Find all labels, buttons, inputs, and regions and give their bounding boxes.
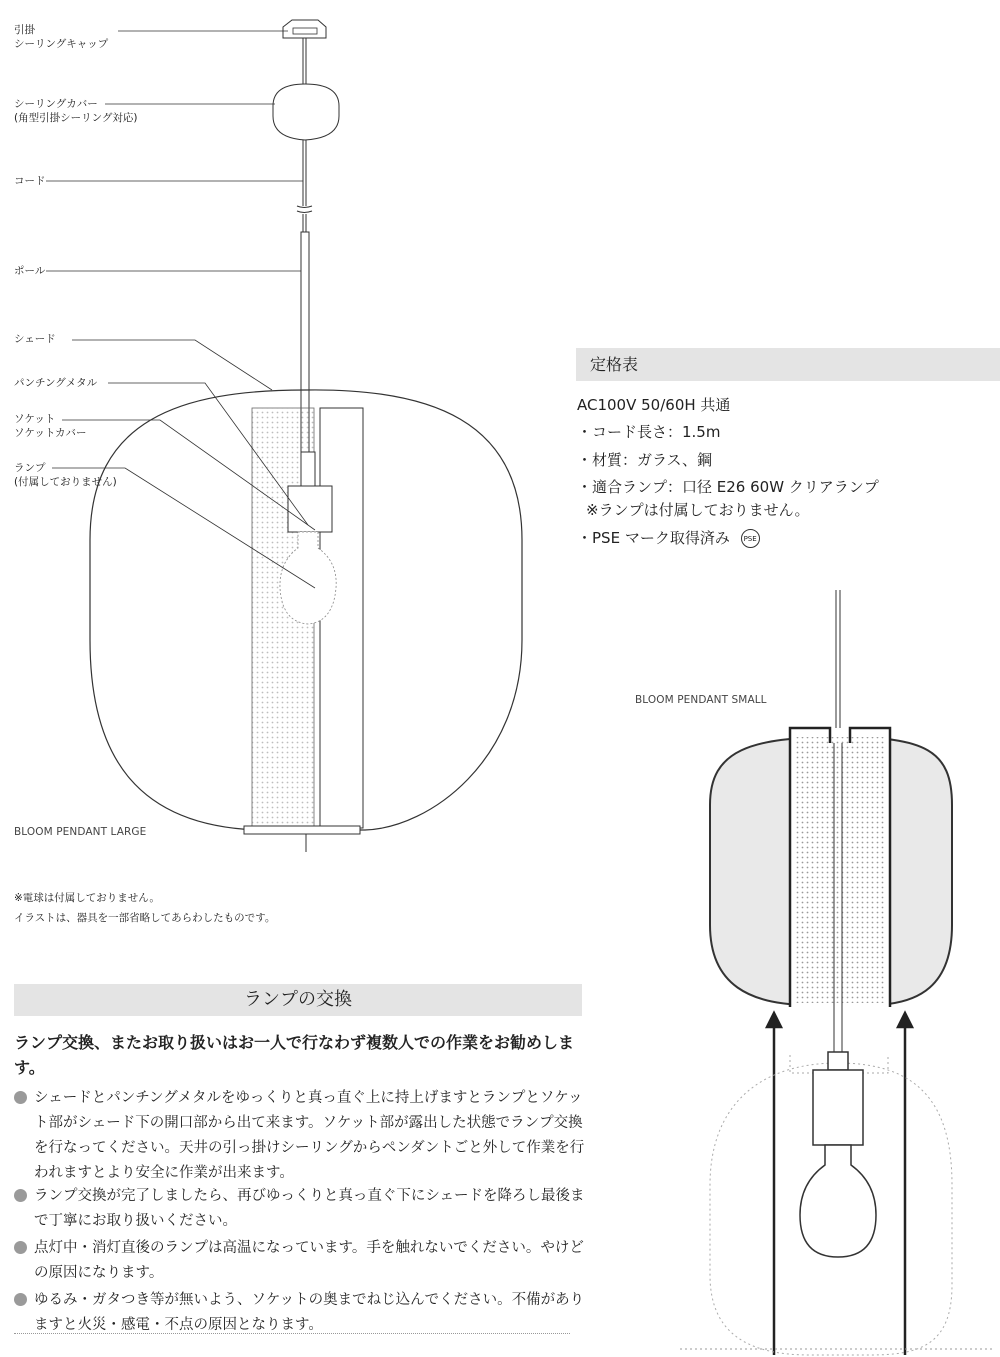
label-pole: ポール <box>14 265 46 277</box>
large-pendant-diagram <box>0 0 600 870</box>
spec-cord-length: ・コード長さ：1.5m <box>577 423 721 441</box>
label-ceiling-cover <box>14 97 137 125</box>
label-lamp-line2: (付属しておりません) <box>14 476 117 488</box>
notes <box>14 888 275 928</box>
spec-pse-text: ・PSE マーク取得済み <box>577 529 730 547</box>
bullet-dot-icon <box>14 1293 27 1306</box>
note-line1: ※電球は付属しておりません。 <box>14 892 160 904</box>
small-pendant-diagram <box>670 585 1000 1355</box>
label-socket <box>14 412 87 440</box>
label-cord: コード <box>14 175 46 187</box>
label-shade: シェード <box>14 333 56 345</box>
spec-title: 定格表 <box>576 348 1000 381</box>
caption-small: BLOOM PENDANT SMALL <box>635 694 767 706</box>
list-item <box>14 1184 588 1234</box>
list-item <box>14 1236 588 1286</box>
socket-cover <box>288 486 332 532</box>
section-divider <box>14 1333 570 1334</box>
ceiling-cover <box>273 84 339 140</box>
bullet-text: ゆるみ・ガタつき等が無いよう、ソケットの奥までねじ込んでください。不備がありますと火災・感電・不点の原因となります。 <box>34 1292 585 1333</box>
list-item <box>14 1288 588 1338</box>
pse-mark-icon: PSE <box>741 529 760 548</box>
bullet-dot-icon <box>14 1189 27 1202</box>
label-ceiling-cap-line1: 引掛 <box>14 24 35 36</box>
spec-lamp: ・適合ランプ：口径 E26 60W クリアランプ <box>577 478 879 496</box>
caption-large: BLOOM PENDANT LARGE <box>14 826 147 838</box>
spec-voltage: AC100V 50/60H 共通 <box>577 396 731 414</box>
label-lamp-line1: ランプ <box>14 462 46 474</box>
label-ceiling-cap <box>14 23 108 51</box>
bullet-text: シェードとパンチングメタルをゆっくりと真っ直ぐ上に持上げますとランプとソケット部がシェード下の開口部から出て来ます。ソケット部が露出した状態でランプ交換を行なってください。天井の引っ掛けシーリングからペンダントごと外して作業を行われますとより安全に作業が出来ます。 <box>34 1090 585 1181</box>
note-line2: イラストは、器具を一部省略してあらわしたものです。 <box>14 912 276 924</box>
list-item <box>14 1086 588 1186</box>
label-punching-metal: パンチングメタル <box>14 377 98 389</box>
spec-material: ・材質：ガラス、鋼 <box>577 451 713 469</box>
label-ceiling-cover-line2: (角型引掛シーリング対応) <box>14 112 138 124</box>
label-socket-line1: ソケット <box>14 413 56 425</box>
label-ceiling-cap-line2: シーリングキャップ <box>14 38 109 50</box>
spec-lamp-note: ※ランプは付属しておりません。 <box>586 501 810 519</box>
bullet-dot-icon <box>14 1241 27 1254</box>
bullet-dot-icon <box>14 1091 27 1104</box>
bullet-text: 点灯中・消灯直後のランプは高温になっています。手を触れないでください。やけどの原因になります。 <box>34 1240 584 1281</box>
replacement-lead: ランプ交換、またお取り扱いはお一人で行なわず複数人での作業をお勧めします。 <box>14 1033 575 1077</box>
label-lamp <box>14 461 117 489</box>
replacement-title: ランプの交換 <box>14 984 582 1016</box>
label-socket-line2: ソケットカバー <box>14 427 87 439</box>
spec-pse <box>577 528 760 548</box>
label-ceiling-cover-line1: シーリングカバー <box>14 98 98 110</box>
bullet-text: ランプ交換が完了しましたら、再びゆっくりと真っ直ぐ下にシェードを降ろし最後まで丁寧にお取り扱いください。 <box>34 1188 585 1229</box>
